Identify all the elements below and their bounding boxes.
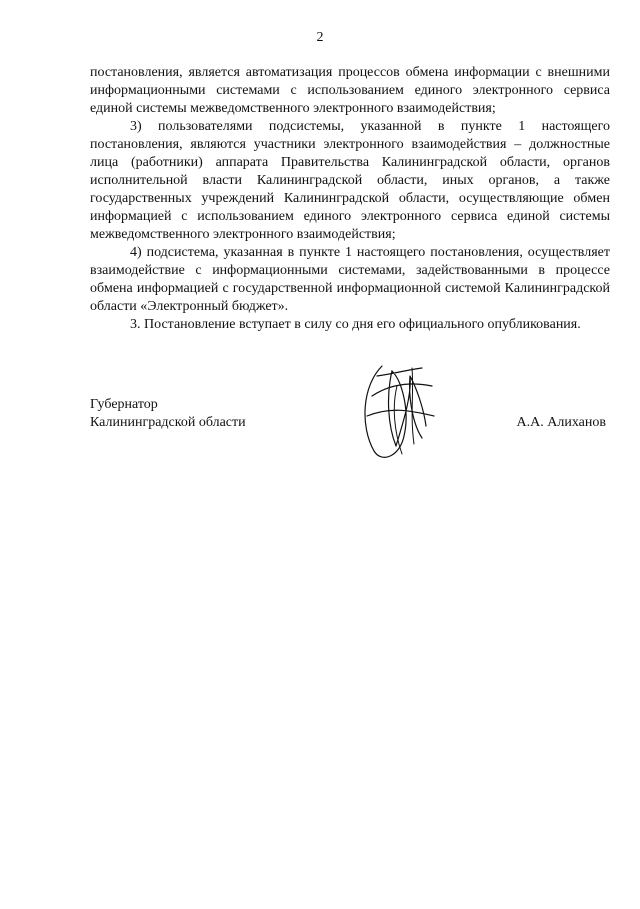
paragraph-continuation: постановления, является автоматизация процессов обмена информации с внешними информационными системами с использованием единого электронного сервиса единой системы межведомственного электронного взаимодействия; <box>90 65 610 116</box>
paragraph-item-3: 3) пользователями подсистемы, указанной в пункте 1 настоящего постановления, являются участники электронного взаимодействия – должностные лица (работники) аппарата Правительства Калининградской области, органов исполнительной власти Калининградской области, иных органов, а также государственных учреждений Калининградской области, осуществляющие обмен информацией с использованием единого электронного сервиса единой системы межведомственного электронного взаимодействия; <box>90 119 610 242</box>
document-body <box>90 64 610 334</box>
signatory-title: Губернатор <box>90 397 158 412</box>
handwritten-signature <box>352 356 442 466</box>
signatory-name: А.А. Алиханов <box>516 415 606 430</box>
paragraph-clause-3: 3. Постановление вступает в силу со дня его официального опубликования. <box>130 317 581 332</box>
paragraph-item-4: 4) подсистема, указанная в пункте 1 настоящего постановления, осуществляет взаимодействие с информационными системами, задействованными в процессе обмена информацией с государственной информационной системой Калининградской области «Электронный бюджет». <box>90 245 610 314</box>
page-number: 2 <box>316 30 324 45</box>
signatory-region: Калининградской области <box>90 415 246 430</box>
